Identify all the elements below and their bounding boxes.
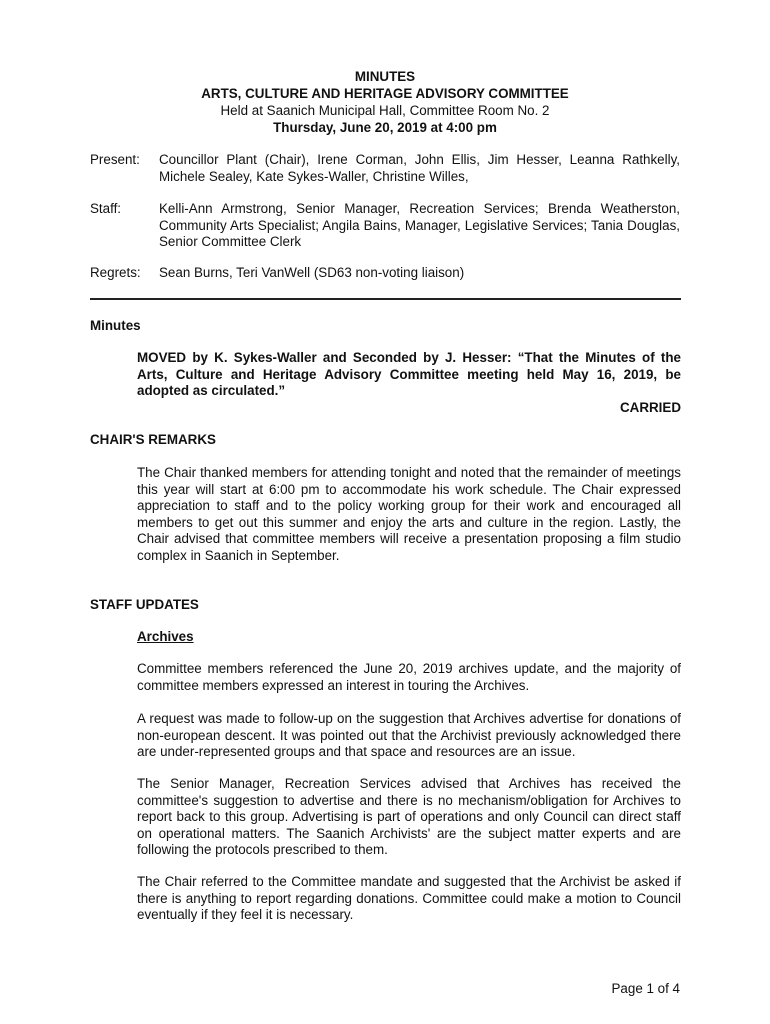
- header-committee-name: ARTS, CULTURE AND HERITAGE ADVISORY COMMITTEE: [201, 86, 569, 101]
- staff-row: [90, 201, 680, 251]
- document-header: [90, 68, 680, 136]
- archives-subheading: Archives: [137, 629, 194, 644]
- present-row: [90, 152, 680, 186]
- present-text: Councillor Plant (Chair), Irene Corman, John Ellis, Jim Hesser, Leanna Rathkelly, Michele Sealey, Kate Sykes-Waller, Christine Willes,: [159, 152, 680, 184]
- header-location: Held at Saanich Municipal Hall, Committee Room No. 2: [220, 103, 550, 118]
- regrets-row: [90, 265, 680, 282]
- present-label: Present:: [90, 152, 140, 167]
- section-divider: [90, 298, 681, 300]
- chairs-remarks-text: The Chair thanked members for attending tonight and noted that the remainder of meetings this year will start at 6:00 pm to accommodate his work schedule. The Chair expressed appreciation to staff and to the policy working group for their work and encouraged all members to get out this summer and enjoy the arts and culture in the region. Lastly, the Chair advised that committee members will receive a presentation proposing a film studio complex in Saanich in September.: [137, 465, 681, 563]
- archives-paragraph: Committee members referenced the June 20, 2019 archives update, and the majority of committee members expressed an interest in touring the Archives.: [137, 661, 681, 693]
- staff-text: Kelli-Ann Armstrong, Senior Manager, Recreation Services; Brenda Weatherston, Community Arts Specialist; Angila Bains, Manager, Legislative Services; Tania Douglas, Senior Committee Clerk: [159, 201, 680, 249]
- archives-paragraph: The Chair referred to the Committee mandate and suggested that the Archivist be asked if there is anything to report regarding donations. Committee could make a motion to Council eventually if they feel it is necessary.: [137, 874, 681, 922]
- page-number: Page 1 of 4: [611, 981, 680, 996]
- header-minutes: MINUTES: [354, 69, 416, 84]
- header-date: Thursday, June 20, 2019 at 4:00 pm: [273, 120, 497, 135]
- regrets-text: Sean Burns, Teri VanWell (SD63 non-voting liaison): [159, 265, 465, 280]
- regrets-label: Regrets:: [90, 265, 141, 280]
- staff-label: Staff:: [90, 201, 122, 216]
- archives-paragraph: A request was made to follow-up on the suggestion that Archives advertise for donations of non-european descent. It was pointed out that the Archivist previously acknowledged there are under-represented groups and that space and resources are an issue.: [137, 711, 681, 759]
- minutes-heading: Minutes: [90, 318, 141, 333]
- minutes-motion: MOVED by K. Sykes-Waller and Seconded by J. Hesser: “That the Minutes of the Arts, Culture and Heritage Advisory Committee meeting held May 16, 2019, be adopted as circulated.”: [137, 350, 681, 398]
- staff-updates-heading: STAFF UPDATES: [90, 597, 199, 612]
- chairs-remarks-heading: CHAIR'S REMARKS: [90, 432, 216, 447]
- minutes-carried: CARRIED: [619, 400, 681, 415]
- archives-paragraph: The Senior Manager, Recreation Services advised that Archives has received the committee's suggestion to advertise and there is no mechanism/obligation for Archives to report back to this group. Advertising is part of operations and only Council can direct staff on operational matters. The Saanich Archivists' are the subject matter experts and are following the protocols prescribed to them.: [137, 776, 681, 857]
